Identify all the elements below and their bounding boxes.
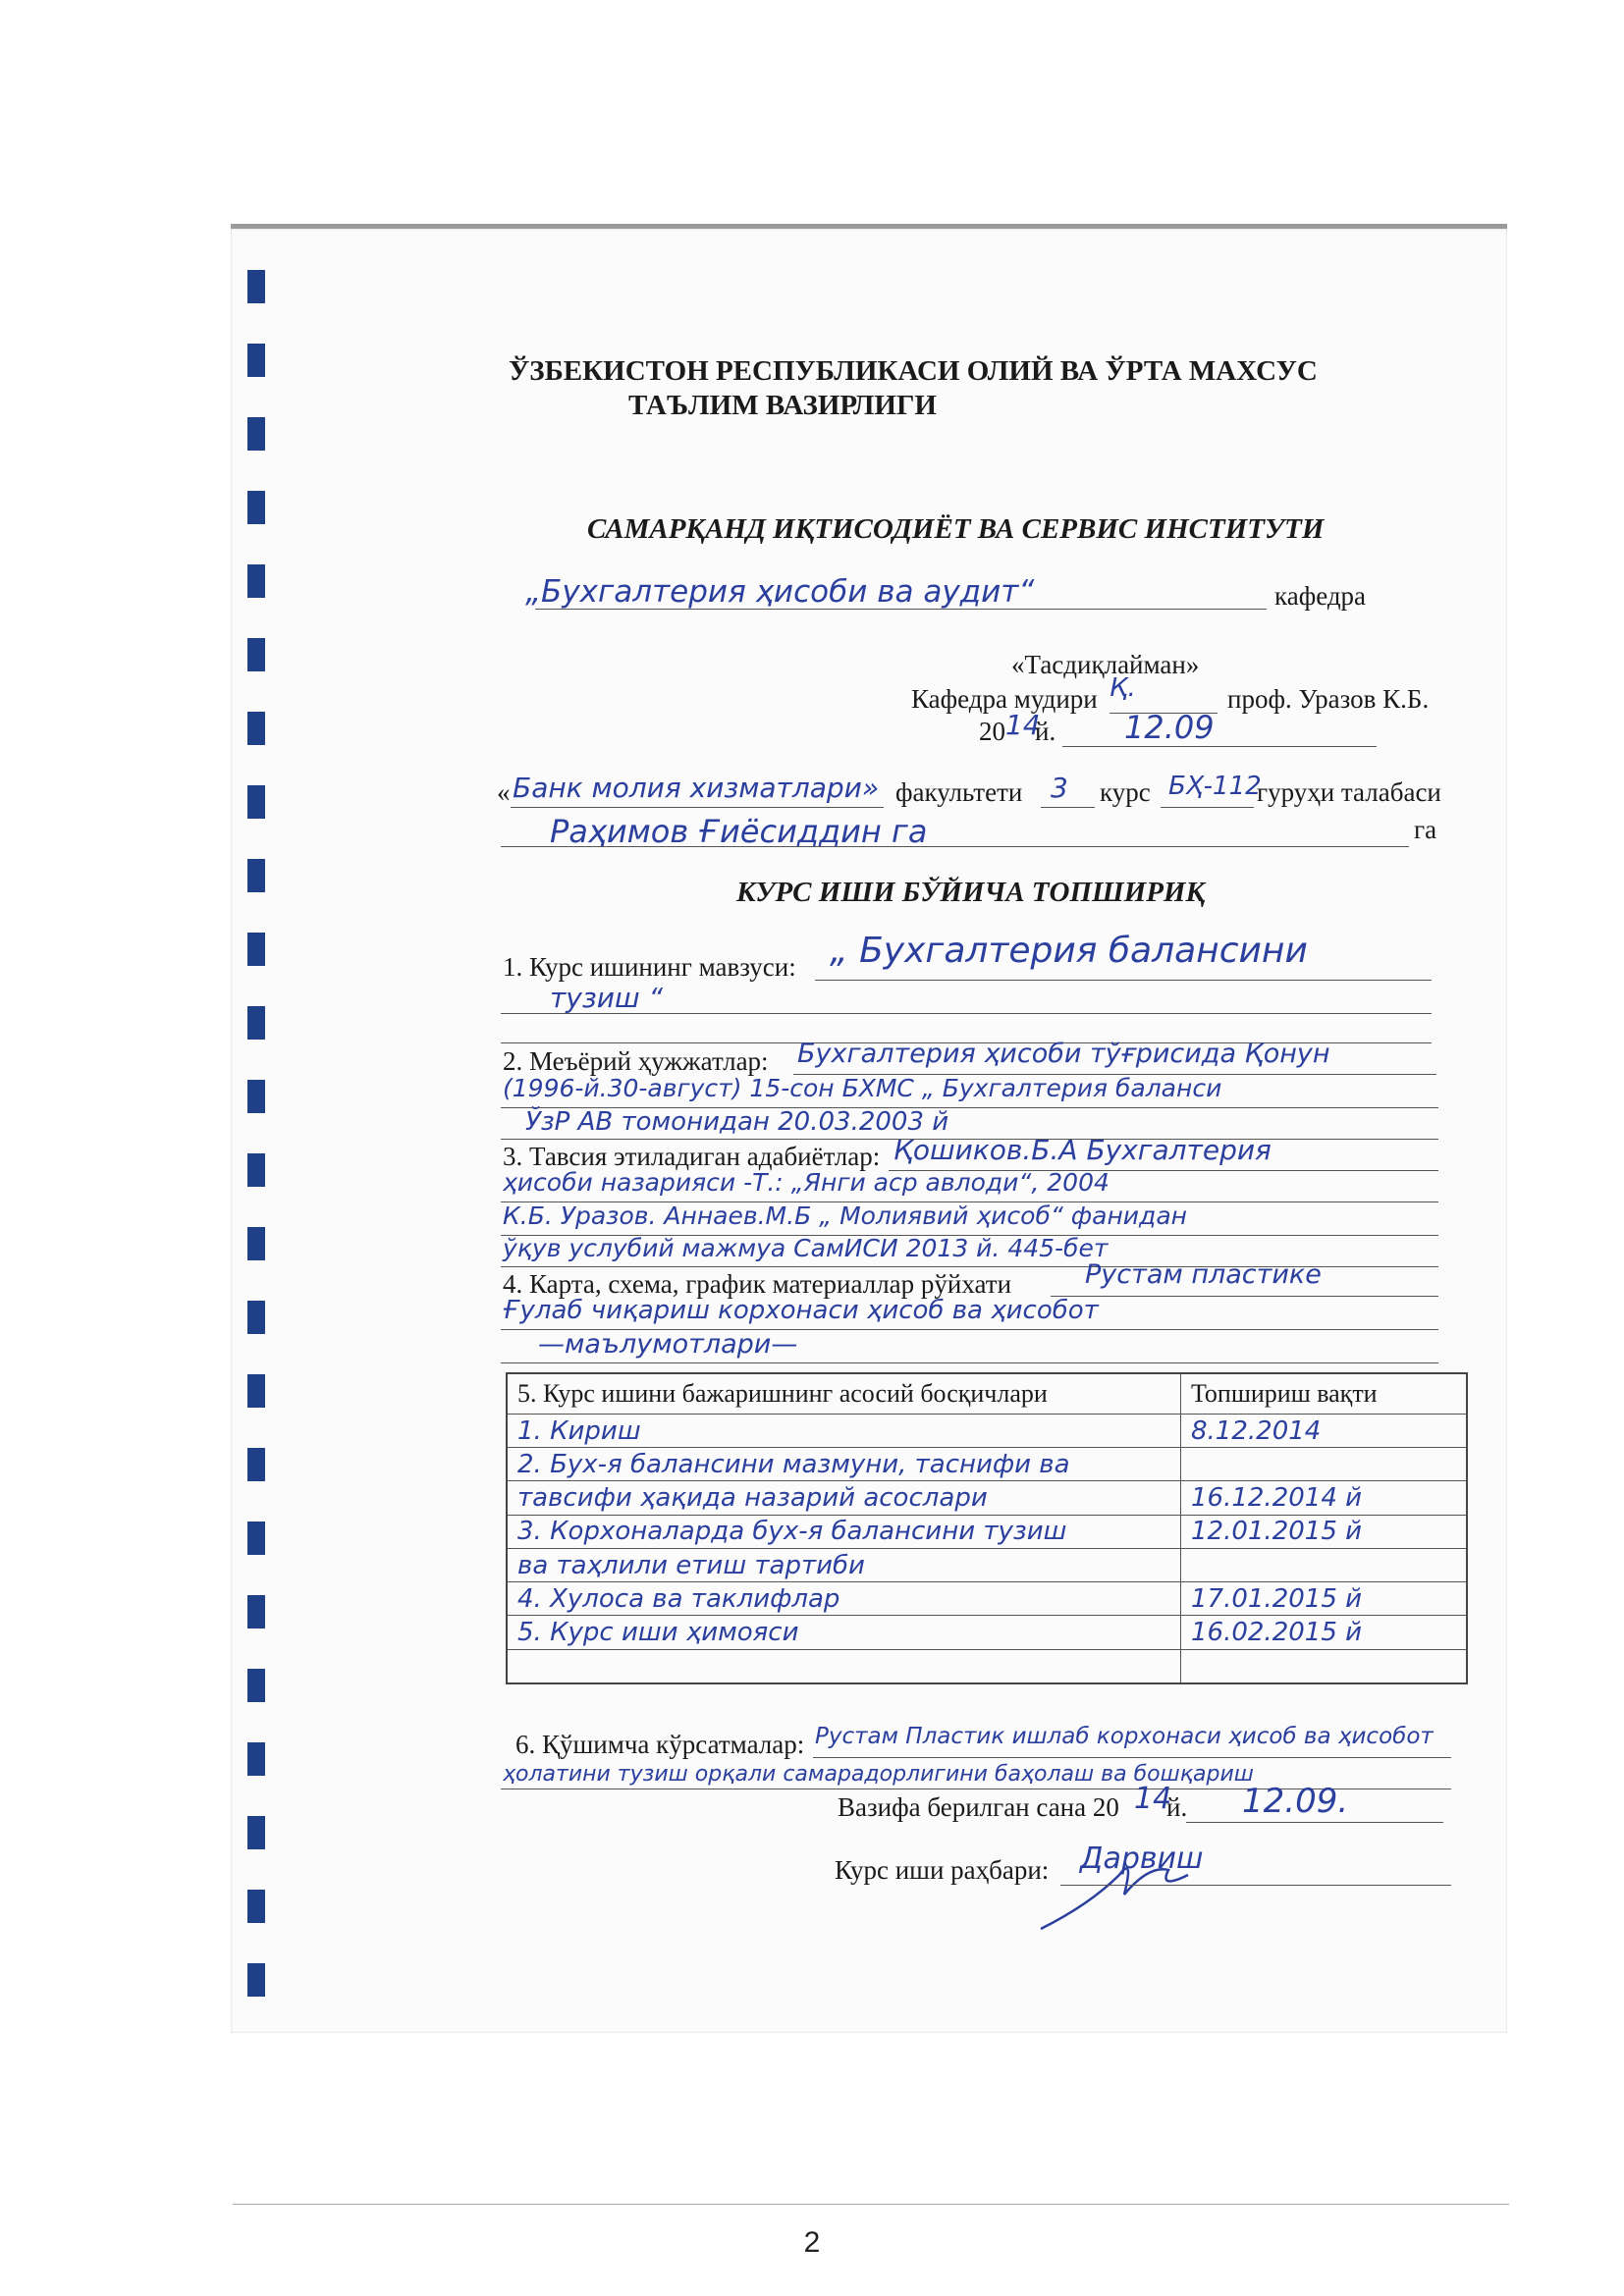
- norms-hand-1: Бухгалтерия ҳисоби тўғрисида Қонун: [797, 1039, 1330, 1069]
- literature-hand-1: Қошиков.Б.А Бухгалтерия: [893, 1134, 1272, 1166]
- table-row: тавсифи ҳақида назарий асослари 16.12.2014 й: [507, 1481, 1467, 1515]
- table-row: 3. Корхоналарда бух-я балансини тузиш 12.01.2015 й: [507, 1515, 1467, 1548]
- issued-year-hand: 14: [1134, 1782, 1172, 1816]
- maps-hand-1: Рустам пластике: [1085, 1259, 1322, 1290]
- approval-year-suffix: й.: [1035, 717, 1056, 746]
- norms-label: 2. Меъёрий ҳужжатлар:: [503, 1046, 769, 1076]
- stage-header: 5. Курс ишини бажаришнинг асосий босқичлари: [507, 1373, 1181, 1414]
- ministry-line-1: ЎЗБЕКИСТОН РЕСПУБЛИКАСИ ОЛИЙ ВА ЎРТА МАХСУС: [509, 355, 1318, 387]
- stages-table: [506, 1372, 1468, 1684]
- faculty-label: факультети: [895, 777, 1023, 807]
- institute-name: САМАРҚАНД ИҚТИСОДИЁТ ВА СЕРВИС ИНСТИТУТИ: [587, 513, 1325, 545]
- ministry-line-2: ТАЪЛИМ ВАЗИРЛИГИ: [628, 390, 937, 421]
- student-name-suffix: га: [1414, 815, 1437, 844]
- date-header: Топшириш вақти: [1181, 1373, 1468, 1414]
- extra-label: 6. Қўшимча кўрсатмалар:: [515, 1730, 805, 1759]
- student-name-hand: Раҳимов Ғиёсиддин га: [550, 813, 928, 850]
- group-label: гуруҳи талабаси: [1257, 777, 1441, 807]
- table-row: 1. Кириш 8.12.2014: [507, 1414, 1467, 1447]
- maps-hand-3: —маълумотлари—: [538, 1329, 798, 1360]
- page-number: 2: [803, 2226, 821, 2259]
- supervisor-label: Курс иши раҳбари:: [835, 1855, 1050, 1885]
- approval-head-name: проф. Уразов К.Б.: [1227, 684, 1430, 714]
- table-row: ва таҳлили етиш тартиби: [507, 1548, 1467, 1581]
- approval-title: «Тасдиқлайман»: [1011, 650, 1200, 679]
- norms-hand-2: (1996-й.30-август) 15-сон БХМС „ Бухгалтерия баланси: [503, 1074, 1222, 1102]
- head-signature: Қ.: [1110, 673, 1136, 703]
- department-handwritten: „Бухгалтерия ҳисоби ва аудит“: [525, 574, 1035, 610]
- table-header-row: [507, 1373, 1467, 1414]
- approval-year-hand: 14: [1005, 709, 1041, 741]
- table-row: 2. Бух-я балансини мазмуни, таснифи ва: [507, 1448, 1467, 1481]
- issued-date-hand: 12.09.: [1242, 1782, 1349, 1821]
- table-row: 5. Курс иши ҳимояси 16.02.2015 й: [507, 1616, 1467, 1649]
- department-label: кафедра: [1274, 581, 1367, 611]
- literature-hand-3: К.Б. Уразов. Аннаев.М.Б „ Молиявий ҳисоб“ фанидан: [503, 1201, 1188, 1230]
- issued-suffix: й.: [1166, 1792, 1188, 1822]
- literature-hand-4: ўқув услубий мажмуа СамИСИ 2013 й. 445-бет: [503, 1234, 1109, 1262]
- approval-date-hand: 12.09: [1124, 709, 1215, 746]
- faculty-hand: Банк молия хизматлари»: [513, 772, 880, 804]
- binding-strip: [236, 236, 275, 2022]
- approval-year-prefix: 20: [979, 717, 1005, 746]
- extra-hand-1: Рустам Пластик ишлаб корхонаси ҳисоб ва ҳисобот: [815, 1724, 1434, 1749]
- maps-label: 4. Карта, схема, график материаллар рўйхати: [503, 1269, 1012, 1299]
- literature-hand-2: ҳисоби назарияси -Т.: „Янги аср авлоди“, 2004: [503, 1168, 1110, 1197]
- signature-icon: [1031, 1836, 1208, 1944]
- topic-hand-1: „ Бухгалтерия балансини: [830, 931, 1308, 971]
- maps-hand-2: Ғулаб чиқариш корхонаси ҳисоб ва ҳисобот: [503, 1296, 1099, 1325]
- extra-hand-2: ҳолатини тузиш орқали самарадорлигини баҳолаш ва бошқариш: [503, 1762, 1254, 1787]
- group-hand: БҲ-112: [1168, 772, 1262, 801]
- course-label: курс: [1100, 777, 1151, 807]
- literature-label: 3. Тавсия этиладиган адабиётлар:: [503, 1142, 881, 1171]
- table-row: [507, 1649, 1467, 1683]
- norms-hand-3: ЎзР АВ томонидан 20.03.2003 й: [525, 1107, 949, 1137]
- approval-head-label: Кафедра мудири: [911, 684, 1098, 714]
- footer-divider: [233, 2204, 1509, 2205]
- issued-label: Вазифа берилган сана 20: [838, 1792, 1119, 1822]
- supervisor-signature: Дарвиш: [1080, 1842, 1204, 1876]
- course-hand: 3: [1051, 772, 1068, 804]
- page-title: КУРС ИШИ БЎЙИЧА ТОПШИРИҚ: [736, 877, 1206, 908]
- table-row: 4. Хулоса ва таклифлар 17.01.2015 й: [507, 1582, 1467, 1616]
- open-quote: «: [497, 777, 511, 807]
- topic-label: 1. Курс ишининг мавзуси:: [503, 952, 796, 982]
- topic-hand-2: тузиш “: [550, 982, 663, 1014]
